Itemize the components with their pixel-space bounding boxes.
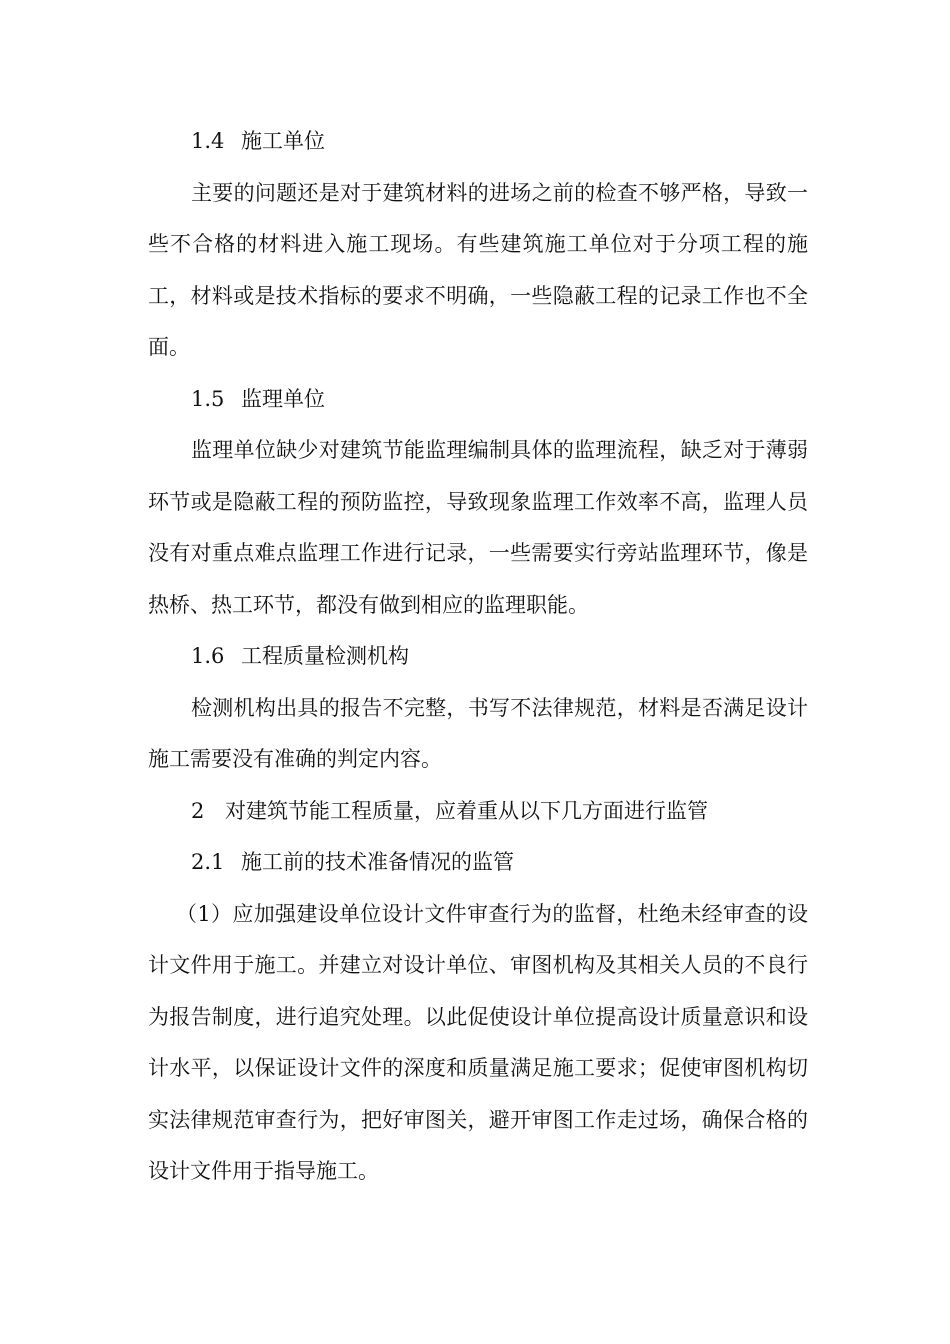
section-title: 施工单位 (241, 129, 325, 153)
document-body (148, 116, 808, 1198)
section-title: 对建筑节能工程质量，应着重从以下几方面进行监管 (225, 798, 708, 823)
section-title: 工程质量检测机构 (241, 644, 409, 668)
section-heading-1-4 (148, 116, 808, 168)
paragraph-2-1: （1）应加强建设单位设计文件审查行为的监督，杜绝未经审查的设计文件用于施工。并建立对设计单位、审图机构及其相关人员的不良行为报告制度，进行追究处理。以此促使设计单位提高设计质量意识和设计水平，以保证设计文件的深度和质量满足施工要求；促使审图机构切实法律规范审查行为，把好审图关，避开审图工作走过场，确保合格的设计文件用于指导施工。 (148, 901, 808, 1183)
paragraph-1-4: 主要的问题还是对于建筑材料的进场之前的检查不够严格，导致一些不合格的材料进入施工现场。有些建筑施工单位对于分项工程的施工，材料或是技术指标的要求不明确，一些隐蔽工程的记录工作也不全面。 (148, 180, 808, 359)
section-number: 1.6 (191, 644, 225, 668)
section-number: 2 (191, 798, 205, 823)
paragraph-1-5: 监理单位缺少对建筑节能监理编制具体的监理流程，缺乏对于薄弱环节或是隐蔽工程的预防监控，导致现象监理工作效率不高，监理人员没有对重点难点监理工作进行记录，一些需要实行旁站监理环节，像是热桥、热工环节，都没有做到相应的监理职能。 (148, 438, 808, 617)
section-number: 2.1 (191, 850, 225, 874)
section-number: 1.4 (191, 129, 225, 153)
section-number: 1.5 (191, 386, 225, 411)
section-heading-2-1 (148, 837, 808, 889)
section-title: 施工前的技术准备情况的监管 (241, 850, 514, 874)
section-title: 监理单位 (241, 386, 325, 411)
section-heading-1-6 (148, 631, 808, 683)
paragraph-1-6: 检测机构出具的报告不完整，书写不法律规范，材料是否满足设计施工需要没有准确的判定内容。 (148, 695, 808, 771)
section-heading-2 (148, 786, 808, 838)
section-heading-1-5 (148, 374, 808, 426)
